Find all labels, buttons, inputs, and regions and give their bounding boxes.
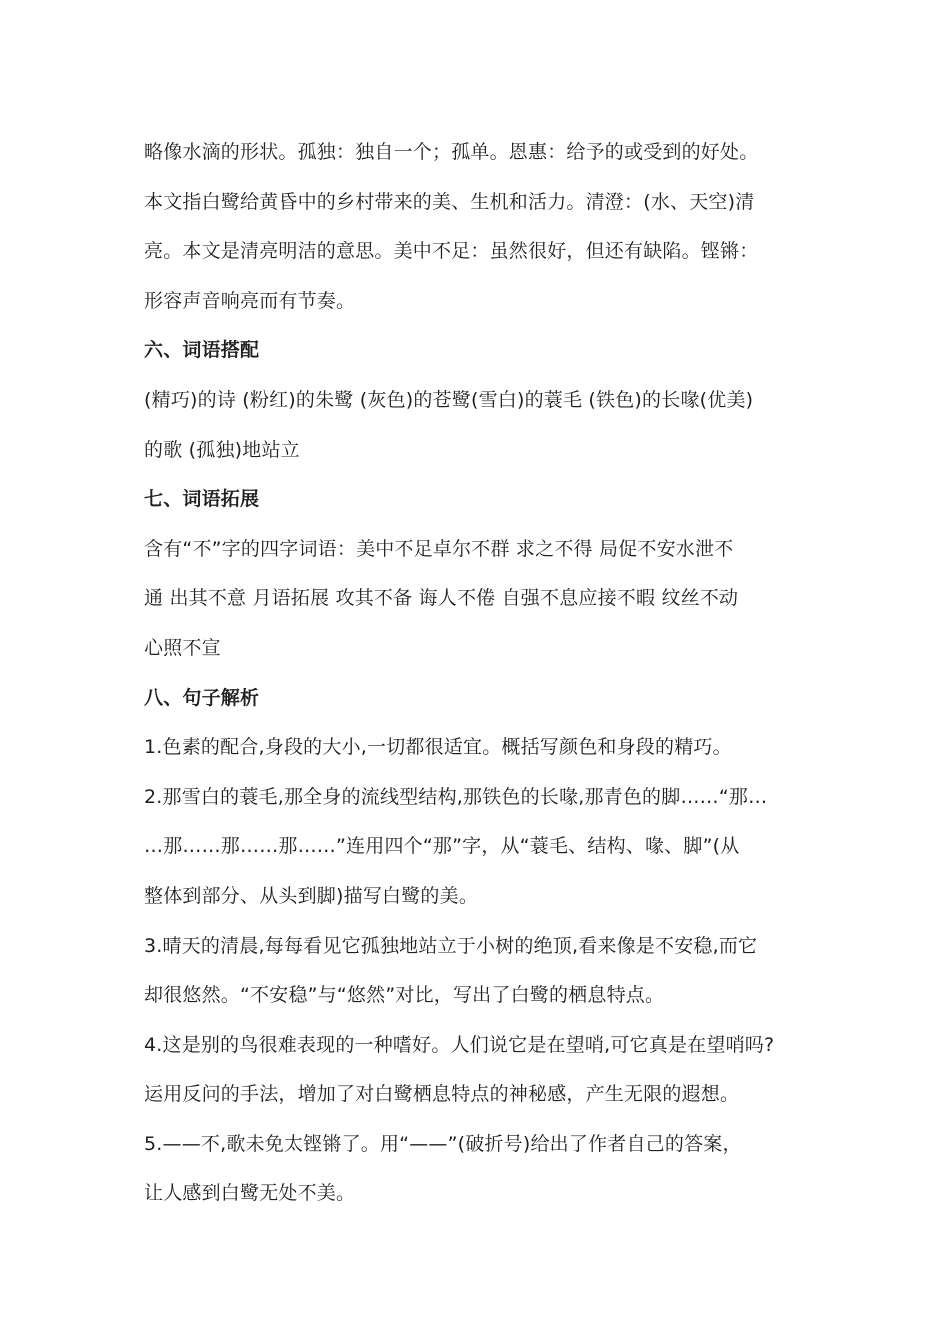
paragraph-line: 通 出其不意 月语拓展 攻其不备 诲人不倦 自强不息应接不暇 纹丝不动 — [144, 587, 739, 610]
paragraph-line: 的歌 (孤独)地站立 — [144, 438, 300, 461]
section-heading-word-extension: 七、词语拓展 — [144, 488, 260, 511]
paragraph-line: …那……那……那……”连用四个“那”字，从“蓑毛、结构、喙、脚”(从 — [144, 835, 740, 858]
paragraph-line: 5.——不,歌未免太铿锵了。用“——”(破折号)给出了作者自己的答案， — [144, 1132, 742, 1155]
section-heading-sentence-analysis: 八、句子解析 — [144, 686, 260, 709]
paragraph-line: 心照不宣 — [144, 636, 221, 659]
paragraph-line: 整体到部分、从头到脚)描写白鹭的美。 — [144, 884, 479, 907]
paragraph-line: 却很悠然。“不安稳”与“悠然”对比，写出了白鹭的栖息特点。 — [144, 984, 665, 1007]
paragraph-line: 3.晴天的清晨,每每看见它孤独地站立于小树的绝顶,看来像是不安稳,而它 — [144, 934, 758, 957]
paragraph-line: 略像水滴的形状。孤独：独自一个；孤单。恩惠：给予的或受到的好处。 — [144, 141, 759, 163]
paragraph-line: 运用反问的手法，增加了对白鹭栖息特点的神秘感，产生无限的遐想。 — [144, 1083, 740, 1106]
paragraph-line: 亮。本文是清亮明洁的意思。美中不足：虽然很好，但还有缺陷。铿锵： — [144, 240, 759, 263]
document-body — [144, 128, 814, 1219]
paragraph-line: 1.色素的配合,身段的大小,一切都很适宜。概括写颜色和身段的精巧。 — [144, 736, 732, 759]
paragraph-line: (精巧)的诗 (粉红)的朱鹭 (灰色)的苍鹭(雪白)的蓑毛 (铁色)的长喙(优美) — [144, 388, 754, 411]
paragraph-line: 4.这是别的鸟很难表现的一种嗜好。人们说它是在望哨,可它真是在望哨吗? — [144, 1033, 775, 1056]
paragraph-line: 本文指白鹭给黄昏中的乡村带来的美、生机和活力。清澄：(水、天空)清 — [144, 190, 755, 213]
section-heading-word-pairing: 六、词语搭配 — [144, 339, 260, 362]
paragraph-line: 2.那雪白的蓑毛,那全身的流线型结构,那铁色的长喙,那青色的脚……“那… — [144, 785, 768, 808]
paragraph-line: 形容声音响亮而有节奏。 — [144, 289, 356, 312]
paragraph-line: 含有“不”字的四字词语：美中不足卓尔不群 求之不得 局促不安水泄不 — [144, 537, 734, 560]
paragraph-line: 让人感到白鹭无处不美。 — [144, 1182, 356, 1205]
